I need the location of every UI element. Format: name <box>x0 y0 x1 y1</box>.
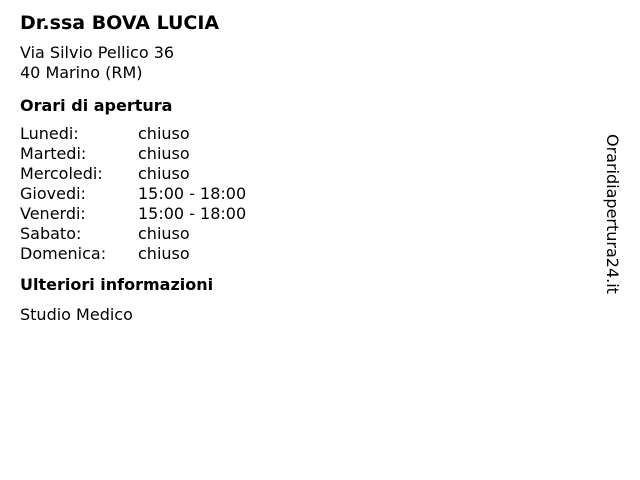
business-name: Dr.ssa BOVA LUCIA <box>20 12 220 34</box>
hours-row-tuesday <box>20 144 600 164</box>
site-watermark: Oraridiapertura24.it <box>603 134 622 294</box>
hours-row-saturday <box>20 224 600 244</box>
hours-value: 15:00 - 18:00 <box>138 184 247 203</box>
hours-value: 15:00 - 18:00 <box>138 204 247 223</box>
day-label: Domenica: <box>20 244 107 263</box>
day-label: Sabato: <box>20 224 82 243</box>
business-category: Studio Medico <box>20 305 133 324</box>
hours-row-thursday <box>20 184 600 204</box>
hours-value: chiuso <box>138 164 190 183</box>
hours-value: chiuso <box>138 144 190 163</box>
hours-value: chiuso <box>138 224 190 243</box>
hours-row-friday <box>20 204 600 224</box>
day-label: Venerdi: <box>20 204 86 223</box>
day-label: Martedi: <box>20 144 87 163</box>
hours-row-sunday <box>20 244 600 264</box>
opening-hours-heading: Orari di apertura <box>20 96 173 115</box>
hours-row-wednesday <box>20 164 600 184</box>
hours-row-monday <box>20 124 600 144</box>
day-label: Lunedi: <box>20 124 79 143</box>
opening-hours-table <box>20 124 600 264</box>
day-label: Giovedi: <box>20 184 86 203</box>
hours-value: chiuso <box>138 244 190 263</box>
more-info-heading: Ulteriori informazioni <box>20 275 214 294</box>
day-label: Mercoledi: <box>20 164 103 183</box>
business-card <box>20 10 600 325</box>
address <box>20 43 600 83</box>
hours-value: chiuso <box>138 124 190 143</box>
address-city: 40 Marino (RM) <box>20 63 143 82</box>
address-street: Via Silvio Pellico 36 <box>20 43 175 62</box>
